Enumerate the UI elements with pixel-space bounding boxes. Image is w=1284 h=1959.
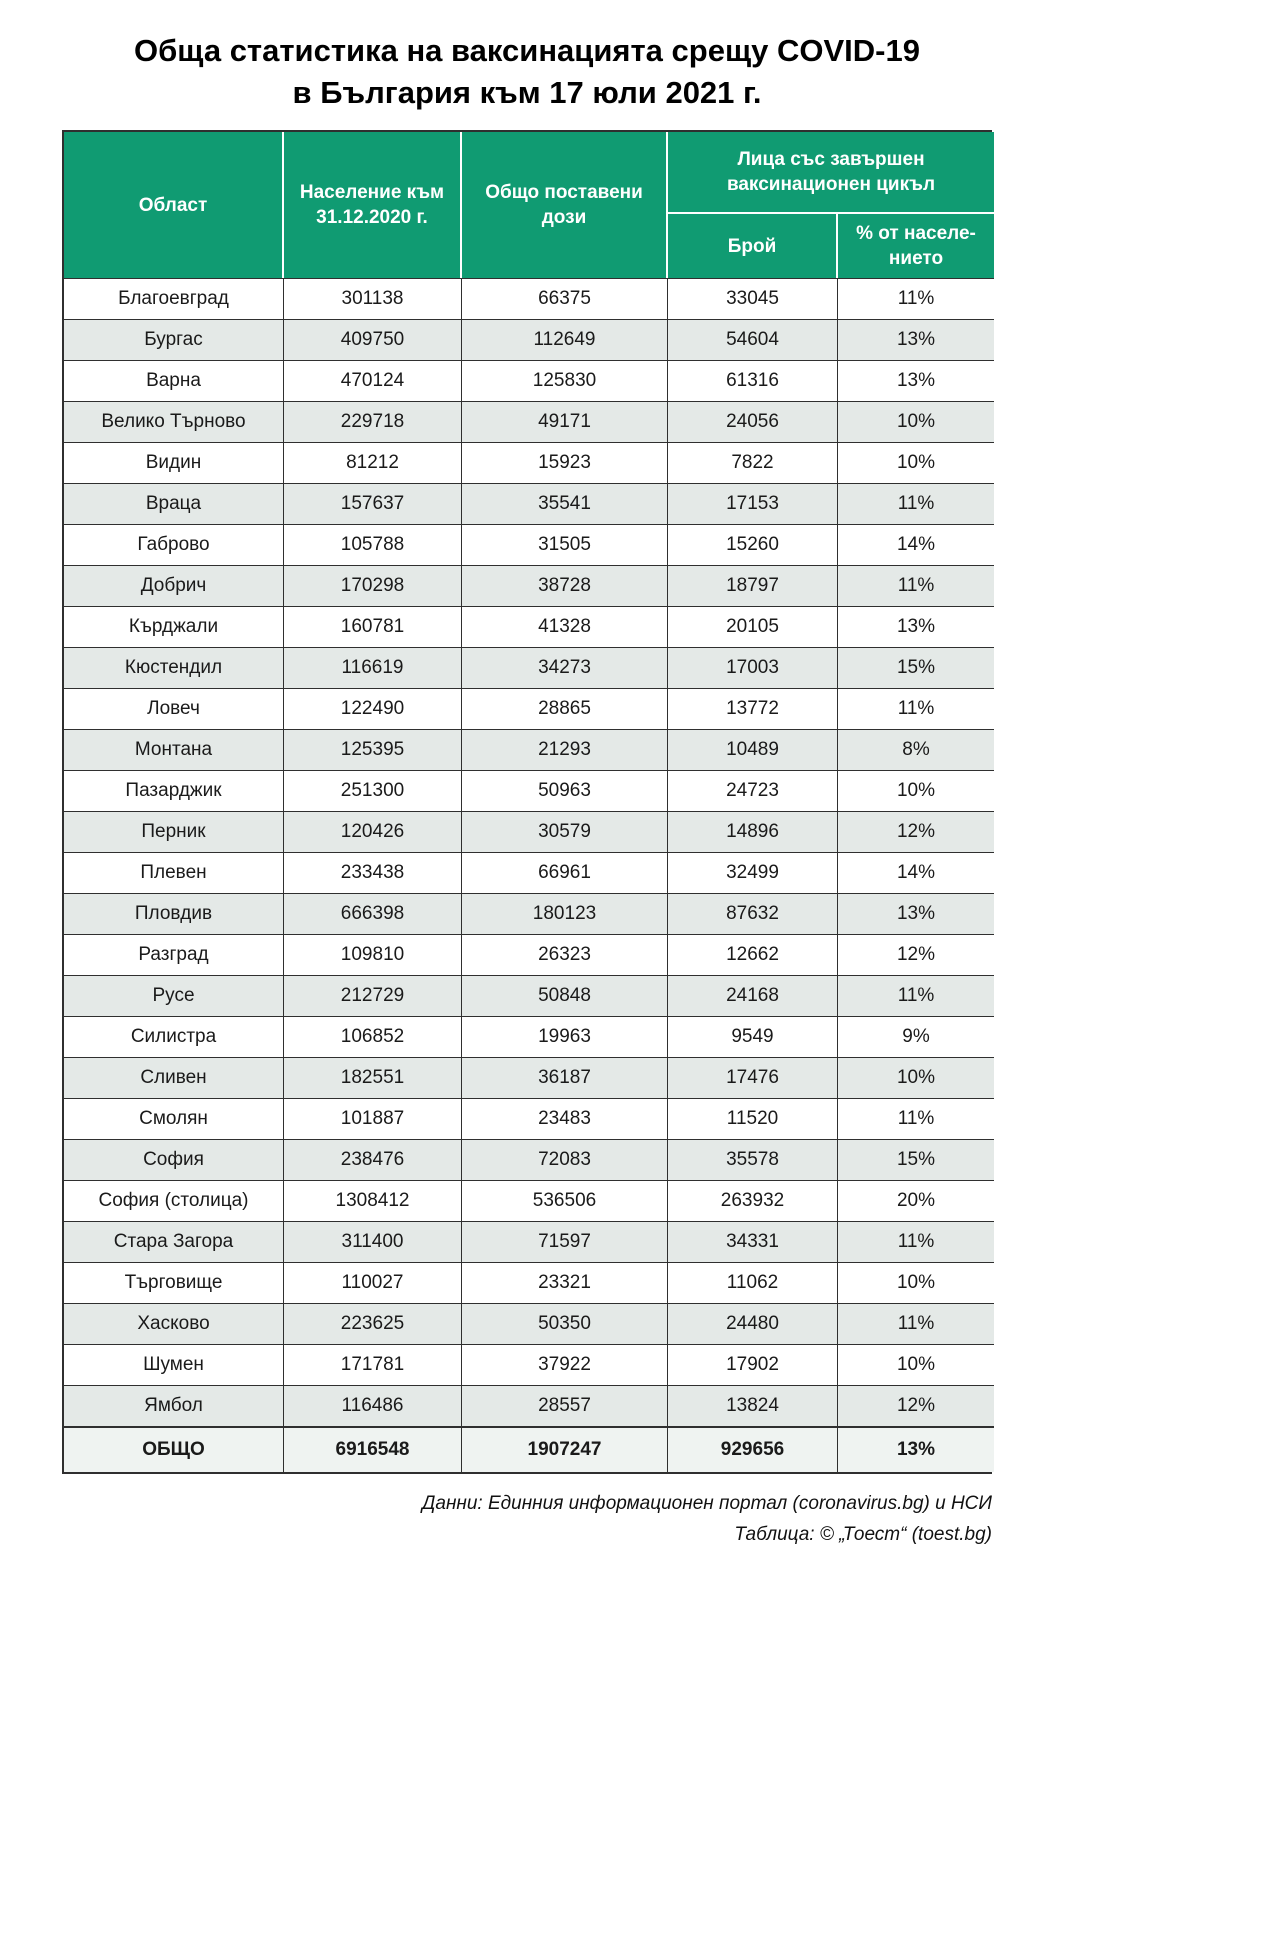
cell-completed-count: 17902 <box>668 1344 838 1385</box>
cell-doses: 31505 <box>462 524 668 565</box>
cell-percent: 10% <box>838 1344 994 1385</box>
table-row <box>64 934 994 975</box>
cell-doses: 71597 <box>462 1221 668 1262</box>
cell-region: Ловеч <box>64 688 284 729</box>
cell-doses: 28557 <box>462 1385 668 1426</box>
table-row <box>64 1303 994 1344</box>
table-row <box>64 565 994 606</box>
cell-population: 120426 <box>284 811 462 852</box>
cell-doses: 30579 <box>462 811 668 852</box>
cell-doses: 125830 <box>462 360 668 401</box>
table-row <box>64 729 994 770</box>
cell-region: Смолян <box>64 1098 284 1139</box>
page-title <box>62 30 992 114</box>
cell-population: 116486 <box>284 1385 462 1426</box>
cell-doses: 50848 <box>462 975 668 1016</box>
total-row <box>64 1426 994 1472</box>
table-row <box>64 1098 994 1139</box>
cell-completed-count: 15260 <box>668 524 838 565</box>
cell-percent: 11% <box>838 975 994 1016</box>
cell-population: 125395 <box>284 729 462 770</box>
table-row <box>64 688 994 729</box>
cell-region: Разград <box>64 934 284 975</box>
cell-doses: 41328 <box>462 606 668 647</box>
cell-population: 409750 <box>284 319 462 360</box>
cell-region: Велико Търново <box>64 401 284 442</box>
table-body <box>64 278 994 1426</box>
table-row <box>64 770 994 811</box>
table-row <box>64 1221 994 1262</box>
cell-doses: 21293 <box>462 729 668 770</box>
table-row <box>64 1385 994 1426</box>
cell-population: 106852 <box>284 1016 462 1057</box>
cell-completed-count: 10489 <box>668 729 838 770</box>
cell-region: Търговище <box>64 1262 284 1303</box>
vaccination-stats-table <box>64 132 994 1472</box>
table-row <box>64 893 994 934</box>
cell-doses: 112649 <box>462 319 668 360</box>
cell-completed-count: 34331 <box>668 1221 838 1262</box>
cell-doses: 23321 <box>462 1262 668 1303</box>
cell-percent: 20% <box>838 1180 994 1221</box>
cell-population: 160781 <box>284 606 462 647</box>
cell-percent: 12% <box>838 934 994 975</box>
table-row <box>64 319 994 360</box>
table-row <box>64 442 994 483</box>
cell-percent: 14% <box>838 852 994 893</box>
page-title-line1: Обща статистика на ваксинацията срещу COVID-19 <box>134 33 920 68</box>
cell-completed-count: 87632 <box>668 893 838 934</box>
total-completed-count: 929656 <box>668 1426 838 1472</box>
cell-region: Видин <box>64 442 284 483</box>
table-row <box>64 524 994 565</box>
cell-percent: 15% <box>838 1139 994 1180</box>
cell-completed-count: 18797 <box>668 565 838 606</box>
cell-completed-count: 9549 <box>668 1016 838 1057</box>
cell-percent: 10% <box>838 1057 994 1098</box>
cell-completed-count: 17003 <box>668 647 838 688</box>
cell-percent: 8% <box>838 729 994 770</box>
cell-percent: 10% <box>838 442 994 483</box>
cell-region: Ямбол <box>64 1385 284 1426</box>
cell-region: София (столица) <box>64 1180 284 1221</box>
total-percent: 13% <box>838 1426 994 1472</box>
cell-completed-count: 13772 <box>668 688 838 729</box>
cell-percent: 13% <box>838 360 994 401</box>
cell-region: Кюстендил <box>64 647 284 688</box>
header-completed-group: Лица със завършен ваксинационен цикъл <box>668 132 994 214</box>
cell-completed-count: 24056 <box>668 401 838 442</box>
source-note <box>62 1488 992 1550</box>
cell-percent: 11% <box>838 278 994 319</box>
table-row <box>64 1262 994 1303</box>
cell-region: Сливен <box>64 1057 284 1098</box>
cell-percent: 13% <box>838 606 994 647</box>
cell-population: 666398 <box>284 893 462 934</box>
cell-percent: 10% <box>838 1262 994 1303</box>
cell-region: Благоевград <box>64 278 284 319</box>
cell-population: 116619 <box>284 647 462 688</box>
cell-population: 311400 <box>284 1221 462 1262</box>
cell-percent: 13% <box>838 319 994 360</box>
cell-completed-count: 24168 <box>668 975 838 1016</box>
page-title-line2: в България към 17 юли 2021 г. <box>292 75 762 110</box>
cell-population: 233438 <box>284 852 462 893</box>
cell-doses: 49171 <box>462 401 668 442</box>
cell-population: 110027 <box>284 1262 462 1303</box>
cell-completed-count: 7822 <box>668 442 838 483</box>
cell-percent: 11% <box>838 688 994 729</box>
cell-completed-count: 24723 <box>668 770 838 811</box>
cell-doses: 23483 <box>462 1098 668 1139</box>
cell-completed-count: 17153 <box>668 483 838 524</box>
table-header <box>64 132 994 278</box>
cell-doses: 66375 <box>462 278 668 319</box>
cell-completed-count: 12662 <box>668 934 838 975</box>
cell-completed-count: 11062 <box>668 1262 838 1303</box>
cell-completed-count: 61316 <box>668 360 838 401</box>
page-content <box>62 30 992 1550</box>
source-line: Данни: Единния информационен портал (coronavirus.bg) и НСИ <box>422 1493 992 1514</box>
cell-completed-count: 20105 <box>668 606 838 647</box>
table-row <box>64 401 994 442</box>
cell-percent: 11% <box>838 1221 994 1262</box>
table-row <box>64 1139 994 1180</box>
cell-population: 157637 <box>284 483 462 524</box>
cell-completed-count: 11520 <box>668 1098 838 1139</box>
cell-population: 122490 <box>284 688 462 729</box>
cell-doses: 36187 <box>462 1057 668 1098</box>
cell-doses: 37922 <box>462 1344 668 1385</box>
cell-completed-count: 32499 <box>668 852 838 893</box>
table-row <box>64 1057 994 1098</box>
cell-region: Шумен <box>64 1344 284 1385</box>
cell-percent: 12% <box>838 811 994 852</box>
cell-population: 229718 <box>284 401 462 442</box>
cell-region: Габрово <box>64 524 284 565</box>
header-row-top <box>64 132 994 214</box>
cell-population: 182551 <box>284 1057 462 1098</box>
cell-region: Монтана <box>64 729 284 770</box>
cell-percent: 14% <box>838 524 994 565</box>
cell-completed-count: 24480 <box>668 1303 838 1344</box>
cell-percent: 11% <box>838 1303 994 1344</box>
cell-doses: 50350 <box>462 1303 668 1344</box>
table-row <box>64 852 994 893</box>
header-percent-line2: нието <box>888 248 944 269</box>
header-population: Население към 31.12.2020 г. <box>284 132 462 278</box>
cell-completed-count: 263932 <box>668 1180 838 1221</box>
cell-doses: 180123 <box>462 893 668 934</box>
table-row <box>64 811 994 852</box>
cell-completed-count: 54604 <box>668 319 838 360</box>
cell-percent: 9% <box>838 1016 994 1057</box>
cell-region: Русе <box>64 975 284 1016</box>
total-population: 6916548 <box>284 1426 462 1472</box>
cell-doses: 15923 <box>462 442 668 483</box>
cell-completed-count: 35578 <box>668 1139 838 1180</box>
vaccination-table-frame <box>62 130 992 1474</box>
cell-percent: 10% <box>838 401 994 442</box>
cell-percent: 11% <box>838 565 994 606</box>
credit-line: Таблица: © „Тоест“ (toest.bg) <box>734 1524 992 1545</box>
table-row <box>64 1180 994 1221</box>
table-row <box>64 278 994 319</box>
cell-percent: 15% <box>838 647 994 688</box>
cell-region: Пазарджик <box>64 770 284 811</box>
cell-doses: 66961 <box>462 852 668 893</box>
table-footer <box>64 1426 994 1472</box>
cell-population: 109810 <box>284 934 462 975</box>
cell-population: 470124 <box>284 360 462 401</box>
table-row <box>64 606 994 647</box>
cell-population: 223625 <box>284 1303 462 1344</box>
cell-population: 170298 <box>284 565 462 606</box>
table-row <box>64 1344 994 1385</box>
header-doses: Общо поставени дози <box>462 132 668 278</box>
table-row <box>64 975 994 1016</box>
cell-completed-count: 33045 <box>668 278 838 319</box>
cell-doses: 28865 <box>462 688 668 729</box>
cell-percent: 13% <box>838 893 994 934</box>
table-row <box>64 483 994 524</box>
cell-doses: 34273 <box>462 647 668 688</box>
table-row <box>64 360 994 401</box>
cell-completed-count: 14896 <box>668 811 838 852</box>
cell-region: Перник <box>64 811 284 852</box>
cell-doses: 19963 <box>462 1016 668 1057</box>
cell-population: 251300 <box>284 770 462 811</box>
cell-region: Добрич <box>64 565 284 606</box>
cell-population: 301138 <box>284 278 462 319</box>
cell-completed-count: 13824 <box>668 1385 838 1426</box>
cell-doses: 50963 <box>462 770 668 811</box>
cell-percent: 11% <box>838 483 994 524</box>
cell-region: Враца <box>64 483 284 524</box>
header-percent-line1: % от населе- <box>856 223 976 244</box>
cell-region: Хасково <box>64 1303 284 1344</box>
table-row <box>64 647 994 688</box>
cell-region: Пловдив <box>64 893 284 934</box>
cell-region: Кърджали <box>64 606 284 647</box>
cell-region: Силистра <box>64 1016 284 1057</box>
cell-population: 171781 <box>284 1344 462 1385</box>
cell-doses: 536506 <box>462 1180 668 1221</box>
cell-region: Варна <box>64 360 284 401</box>
header-percent <box>838 214 994 278</box>
cell-population: 101887 <box>284 1098 462 1139</box>
cell-completed-count: 17476 <box>668 1057 838 1098</box>
cell-population: 238476 <box>284 1139 462 1180</box>
total-label: ОБЩО <box>64 1426 284 1472</box>
cell-percent: 11% <box>838 1098 994 1139</box>
cell-population: 212729 <box>284 975 462 1016</box>
cell-percent: 10% <box>838 770 994 811</box>
cell-region: Стара Загора <box>64 1221 284 1262</box>
cell-region: София <box>64 1139 284 1180</box>
cell-population: 81212 <box>284 442 462 483</box>
cell-region: Плевен <box>64 852 284 893</box>
cell-doses: 35541 <box>462 483 668 524</box>
cell-doses: 38728 <box>462 565 668 606</box>
cell-percent: 12% <box>838 1385 994 1426</box>
cell-population: 1308412 <box>284 1180 462 1221</box>
header-region: Област <box>64 132 284 278</box>
cell-doses: 26323 <box>462 934 668 975</box>
cell-region: Бургас <box>64 319 284 360</box>
total-doses: 1907247 <box>462 1426 668 1472</box>
cell-doses: 72083 <box>462 1139 668 1180</box>
header-count: Брой <box>668 214 838 278</box>
table-row <box>64 1016 994 1057</box>
cell-population: 105788 <box>284 524 462 565</box>
